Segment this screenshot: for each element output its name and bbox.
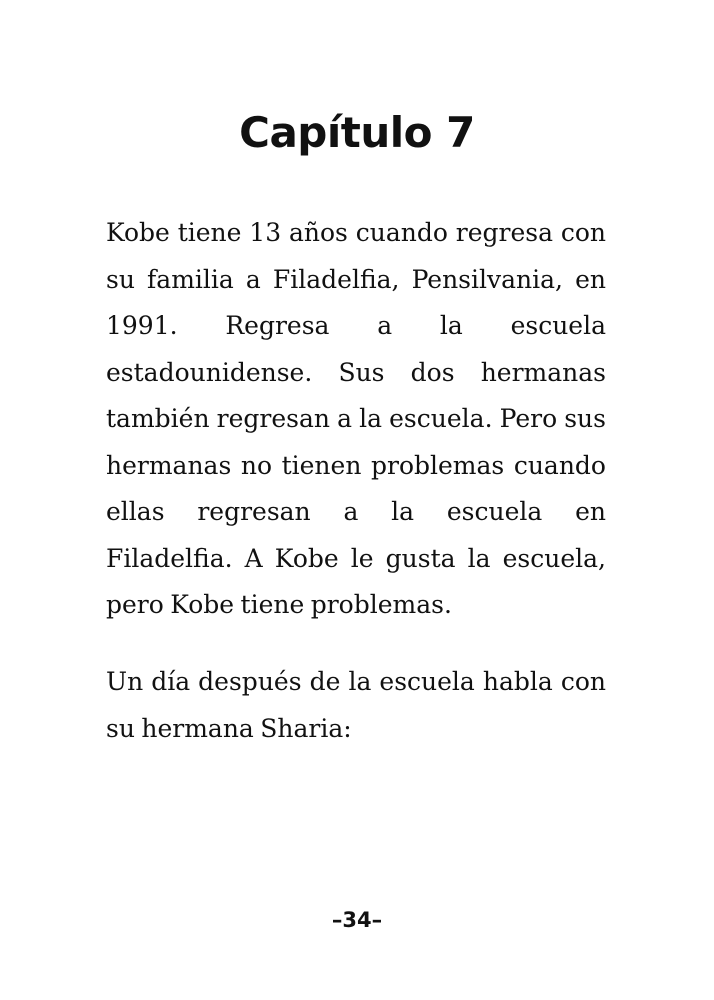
paragraph: Un día después de la escuela habla con su hermana Sharia:	[106, 667, 606, 743]
chapter-title: Capítulo 7	[239, 108, 475, 157]
page-number: –34–	[331, 908, 383, 932]
paragraph: Kobe tiene 13 años cuando regresa con su familia a Filadelfia, Pensilvania, en 1991. Regresa a la escuela estadounidense. Sus dos hermanas también regresan a la escuela. Pero sus hermanas no tienen problemas cuando ellas regresan a la escuela en Filadelfia. A Kobe le gusta la escuela, pero Kobe tiene problemas.	[106, 218, 606, 619]
